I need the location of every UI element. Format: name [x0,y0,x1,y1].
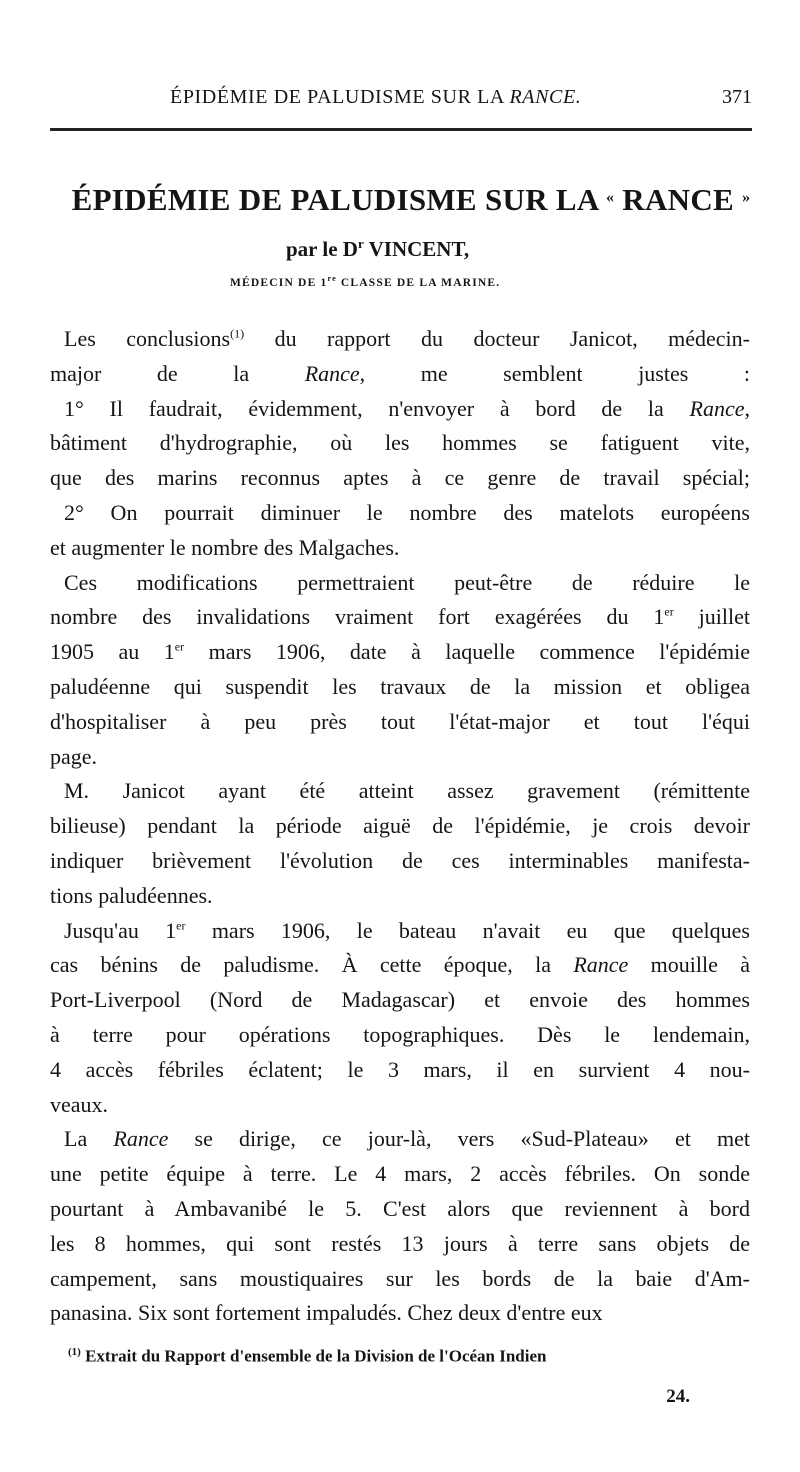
author-affiliation [0,274,800,289]
author-sup: r [357,236,364,251]
running-head [50,86,752,116]
text-line [50,774,750,809]
text-line [50,879,750,914]
article-title-ship: RANCE [614,182,743,217]
text-segment: Les conclusions [64,326,231,351]
text-line [50,1157,750,1192]
footnote-text: Extrait du Rapport d'ensemble de la Division de l'Océan Indien [80,1346,547,1366]
text-segment: 2° On pourrait diminuer le nombre des matelots européens [64,499,750,525]
text-segment: une petite équipe à terre. Le 4 mars, 2 accès fébriles. On sonde [50,1161,750,1187]
text-segment: cas bénins de paludisme. À cette époque, la [50,952,574,978]
text-line [50,426,750,461]
page-number: 371 [722,86,752,108]
text-line [50,600,750,635]
text-line [50,1262,750,1297]
text-segment: Ces modifications permettraient peut-être de réduire le [64,569,750,595]
text-line [50,1088,750,1123]
text-line [50,705,750,740]
text-segment: juillet [673,604,750,630]
text-line [50,1192,750,1227]
superscript: er [174,639,185,654]
affiliation-suffix: CLASSE DE LA MARINE. [336,276,501,289]
text-segment: mouille à [628,952,750,978]
text-segment: tions paludéennes. [50,882,213,908]
superscript: er [664,605,674,620]
text-segment: mars 1906, le bateau n'avait eu que quelques [185,917,750,943]
text-segment: major de la [50,360,305,386]
header-rule [50,128,752,131]
close-quote: » [742,189,751,206]
text-segment: 4 accès fébriles éclatent; le 3 mars, il en survient 4 nou- [50,1056,750,1082]
footnote-marker: (1) [68,1346,81,1358]
text-line [50,566,750,601]
text-segment: , me semblent justes : [359,360,750,386]
text-line [50,1053,750,1088]
text-line [50,1018,750,1053]
text-line [50,531,750,566]
article-title-text: ÉPIDÉMIE DE PALUDISME SUR LA [71,182,606,217]
article-title [62,182,760,218]
running-title-ship: RANCE. [509,86,582,108]
running-title [170,86,581,109]
text-line [50,914,750,949]
affiliation-prefix: MÉDECIN DE 1 [230,276,328,289]
text-segment: pourtant à Ambavanibé le 5. C'est alors que reviennent à bord [50,1195,750,1221]
text-segment: bilieuse) pendant la période aiguë de l'épidémie, je crois devoir [50,813,750,839]
text-segment: panasina. Six sont fortement impaludés. Chez deux d'entre eux [50,1300,603,1326]
text-segment: que des marins reconnus aptes à ce genre de travail spécial; [50,465,750,491]
text-segment: Jusqu'au 1 [64,917,177,943]
text-line [50,322,750,357]
body-text [50,322,750,1331]
author-name: VINCENT, [363,237,470,261]
text-segment: 1905 au 1 [50,639,175,665]
text-segment: nombre des invalidations vraiment fort exagérées du 1 [50,604,665,630]
text-line [50,740,750,775]
text-segment: M. Janicot ayant été atteint assez gravement (rémittente [64,778,750,804]
text-line [50,461,750,496]
superscript: er [176,918,186,933]
text-line [50,844,750,879]
ship-name: Rance [113,1126,169,1152]
text-segment: , [744,395,750,421]
text-line [50,1227,750,1262]
text-line [50,496,750,531]
text-line [50,1296,750,1331]
ship-name: Rance [304,360,360,386]
open-quote: « [605,189,615,206]
text-line [50,357,750,392]
text-segment: mars 1906, date à laquelle commence l'épidémie [184,639,750,665]
footnote [68,1346,547,1367]
text-segment: d'hospitaliser à peu près tout l'état-major et tout l'équi [50,708,750,734]
ship-name: Rance [689,395,745,421]
text-segment: campement, sans moustiquaires sur les bords de la baie d'Am- [50,1265,750,1291]
text-segment: indiquer brièvement l'évolution de ces interminables manifesta- [50,847,750,873]
author-line [0,236,800,262]
text-line [50,983,750,1018]
text-segment: bâtiment d'hydrographie, où les hommes se fatiguent vite, [50,430,750,456]
text-segment: à terre pour opérations topographiques. Dès le lendemain, [50,1021,750,1047]
text-segment: les 8 hommes, qui sont restés 13 jours à terre sans objets de [50,1230,750,1256]
text-segment: se dirige, ce jour-là, vers «Sud-Plateau» et met [168,1126,750,1152]
text-line [50,392,750,427]
text-segment: 1° Il faudrait, évidemment, n'envoyer à bord de la [64,395,690,421]
text-line [50,635,750,670]
text-line [50,809,750,844]
running-title-text: ÉPIDÉMIE DE PALUDISME SUR LA [170,86,510,108]
text-segment: La [64,1126,114,1152]
text-segment: Port-Liverpool (Nord de Madagascar) et envoie des hommes [50,987,750,1013]
author-prefix: par le D [286,237,358,261]
text-segment: veaux. [50,1091,109,1117]
text-line [50,948,750,983]
ship-name: Rance [573,952,629,978]
superscript: (1) [230,326,245,341]
text-segment: paludéenne qui suspendit les travaux de la mission et obligea [50,673,750,699]
signature-mark: 24. [666,1386,690,1407]
text-segment: du rapport du docteur Janicot, médecin- [244,326,750,351]
text-segment: et augmenter le nombre des Malgaches. [50,534,400,560]
text-line [50,670,750,705]
affiliation-sup: re [327,274,337,283]
text-segment: page. [50,743,98,769]
text-line [50,1122,750,1157]
